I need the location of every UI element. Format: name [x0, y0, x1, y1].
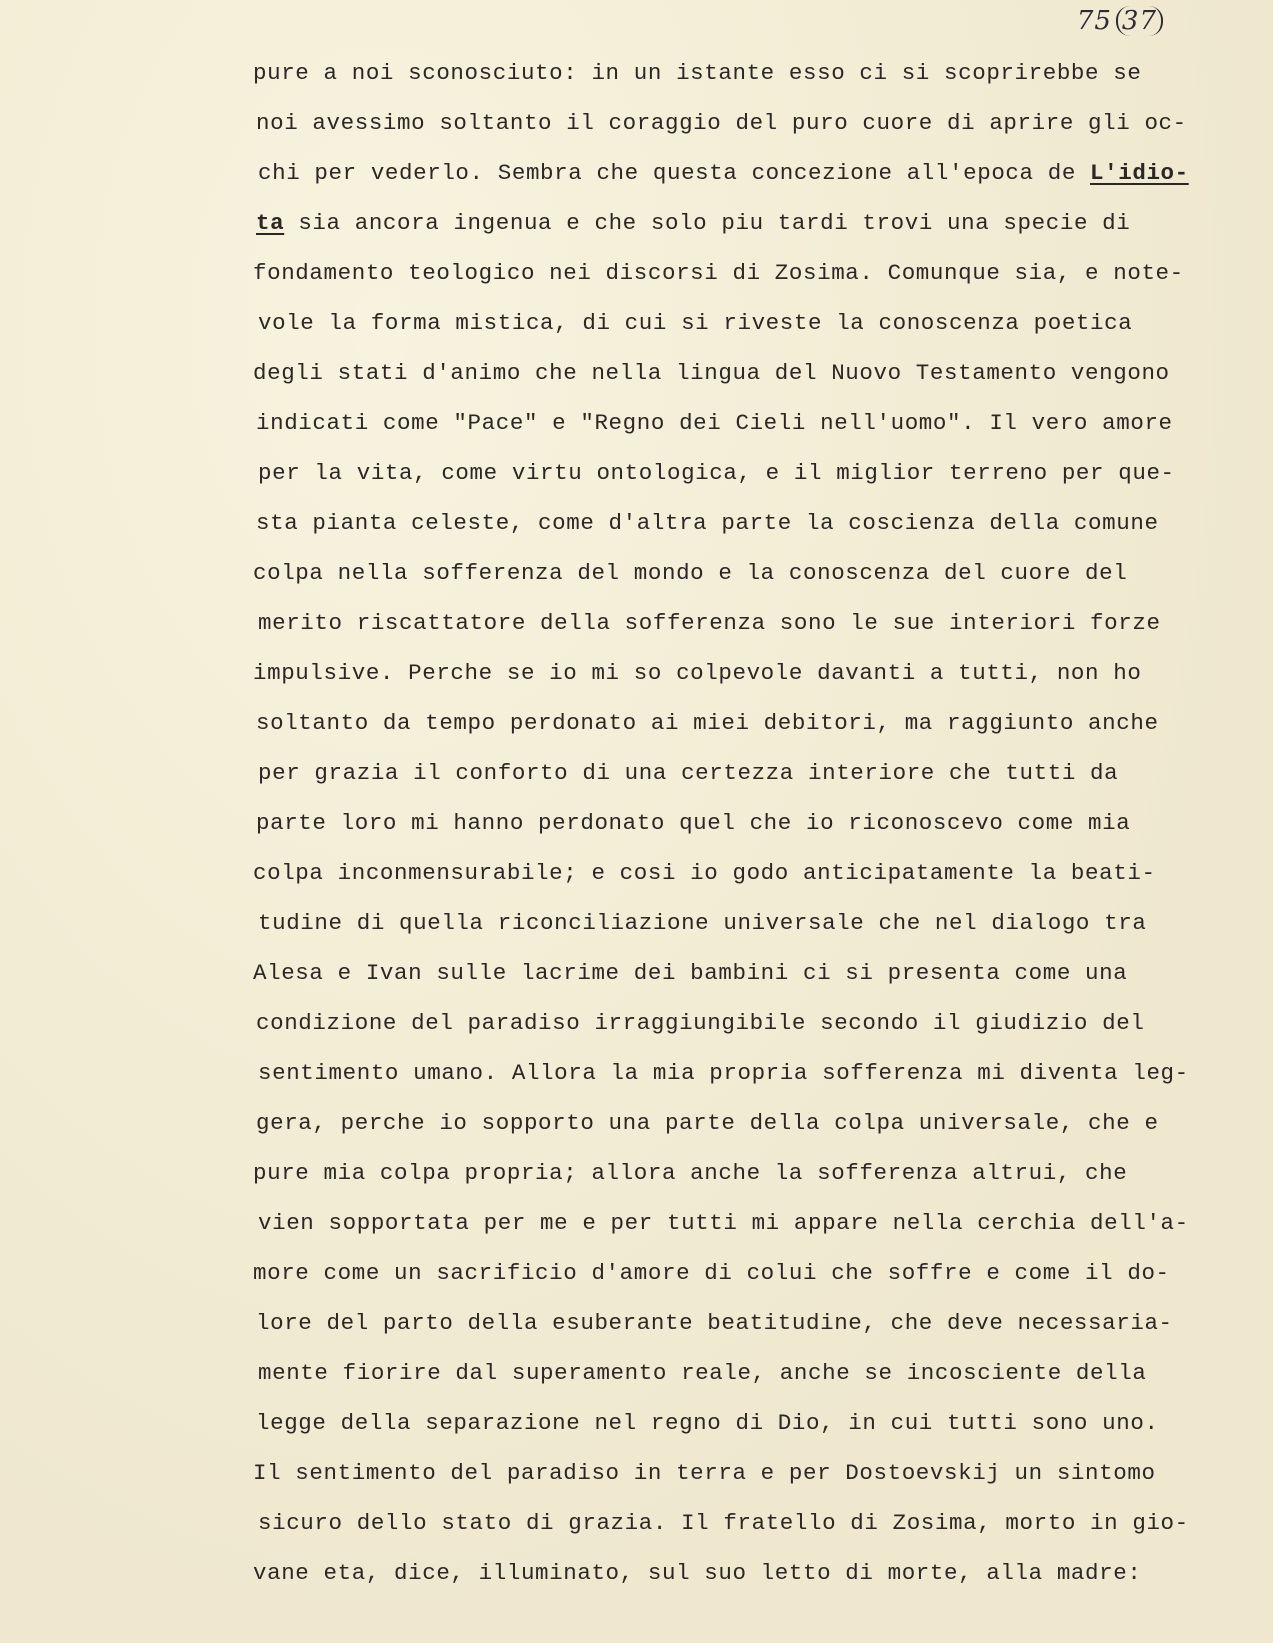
- text-line-1: pure a noi sconosciuto: in un istante esso ci si scoprirebbe se: [253, 60, 1142, 86]
- text-line-17: colpa inconmensurabile; e cosi io godo anticipatamente la beati-: [253, 860, 1156, 886]
- text-line-18: tudine di quella riconciliazione universale che nel dialogo tra: [258, 910, 1147, 936]
- text-line-29: Il sentimento del paradiso in terra e per Dostoevskij un sintomo: [253, 1460, 1156, 1486]
- text-line-13: impulsive. Perche se io mi so colpevole davanti a tutti, non ho: [253, 660, 1142, 686]
- text-line-2: noi avessimo soltanto il coraggio del puro cuore di aprire gli oc-: [256, 110, 1187, 136]
- text-line-21: sentimento umano. Allora la mia propria sofferenza mi diventa leg-: [258, 1060, 1189, 1086]
- text-line-23: pure mia colpa propria; allora anche la sofferenza altrui, che: [253, 1160, 1128, 1186]
- text-line-5: fondamento teologico nei discorsi di Zosima. Comunque sia, e note-: [253, 260, 1184, 286]
- text-line-4-rest: sia ancora ingenua e che solo piu tardi trovi una specie di: [284, 210, 1131, 236]
- page-number-handwritten: 75: [1076, 6, 1112, 36]
- text-line-22: gera, perche io sopporto una parte della colpa universale, che e: [256, 1110, 1159, 1136]
- text-line-15: per grazia il conforto di una certezza interiore che tutti da: [258, 760, 1119, 786]
- text-line-10: sta pianta celeste, come d'altra parte la coscienza della comune: [256, 510, 1159, 536]
- text-line-19: Alesa e Ivan sulle lacrime dei bambini ci si presenta come una: [253, 960, 1128, 986]
- text-line-30: sicuro dello stato di grazia. Il fratello di Zosima, morto in gio-: [258, 1510, 1189, 1536]
- underlined-title-part1: L'idio-: [1090, 160, 1189, 186]
- text-line-3: [258, 148, 1238, 198]
- text-line-4: [256, 198, 1236, 248]
- text-line-14: soltanto da tempo perdonato ai miei debitori, ma raggiunto anche: [256, 710, 1159, 736]
- text-line-3-start: chi per vederlo. Sembra che questa concezione all'epoca de: [258, 160, 1091, 186]
- page-number: [1077, 6, 1163, 36]
- text-line-24: vien sopportata per me e per tutti mi appare nella cerchia dell'a-: [258, 1210, 1189, 1236]
- text-line-12: merito riscattatore della sofferenza sono le sue interiori forze: [258, 610, 1161, 636]
- text-line-8: indicati come "Pace" e "Regno dei Cieli nell'uomo". Il vero amore: [256, 410, 1173, 436]
- text-line-11: colpa nella sofferenza del mondo e la conoscenza del cuore del: [253, 560, 1128, 586]
- text-line-27: mente fiorire dal superamento reale, anche se incosciente della: [258, 1360, 1147, 1386]
- text-line-6: vole la forma mistica, di cui si riveste la conoscenza poetica: [258, 310, 1133, 336]
- underlined-title-part2: ta: [256, 210, 285, 236]
- text-line-20: condizione del paradiso irraggiungibile secondo il giudizio del: [256, 1010, 1145, 1036]
- body-text: [253, 48, 1236, 1598]
- text-line-28: legge della separazione nel regno di Dio, in cui tutti sono uno.: [256, 1410, 1159, 1436]
- page-number-circled: 37: [1116, 6, 1163, 36]
- text-line-7: degli stati d'animo che nella lingua del Nuovo Testamento vengono: [253, 360, 1170, 386]
- text-line-26: lore del parto della esuberante beatitudine, che deve necessaria-: [256, 1310, 1173, 1336]
- text-line-9: per la vita, come virtu ontologica, e il miglior terreno per que-: [258, 460, 1175, 486]
- text-line-16: parte loro mi hanno perdonato quel che io riconoscevo come mia: [256, 810, 1131, 836]
- text-line-25: more come un sacrificio d'amore di colui che soffre e come il do-: [253, 1260, 1170, 1286]
- text-line-31: vane eta, dice, illuminato, sul suo letto di morte, alla madre:: [253, 1560, 1142, 1586]
